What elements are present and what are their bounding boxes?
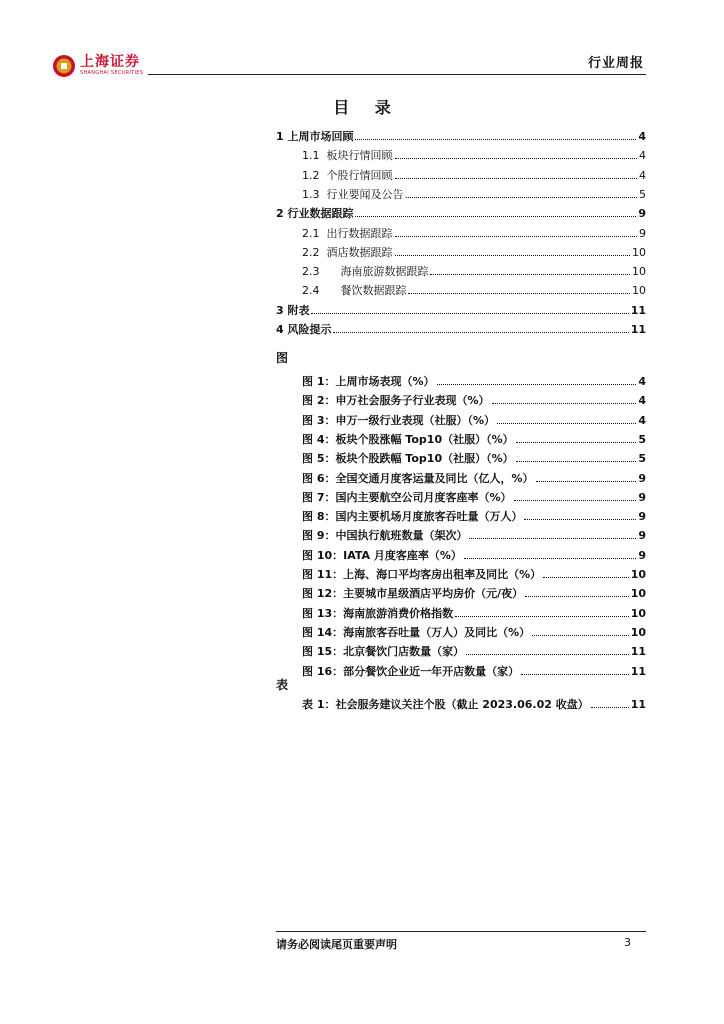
figure-entry-label: 图 5：板块个股跌幅 Top10（社服）（%） bbox=[302, 452, 514, 466]
toc-subsection-entry[interactable] bbox=[302, 240, 646, 259]
dot-leader bbox=[492, 403, 637, 404]
figure-entry[interactable] bbox=[302, 581, 646, 600]
figure-entry-label: 图 10：IATA 月度客座率（%） bbox=[302, 548, 462, 562]
dot-leader bbox=[543, 577, 629, 578]
figure-entry-label: 图 14：海南旅客吞吐量（万人）及同比（%） bbox=[302, 625, 531, 639]
figure-entry[interactable] bbox=[302, 504, 646, 523]
dot-leader bbox=[521, 674, 629, 675]
logo-emblem-icon bbox=[52, 54, 76, 78]
figure-entry[interactable] bbox=[302, 659, 646, 678]
figure-entry-page: 9 bbox=[638, 548, 646, 562]
toc-subsection-entry-page: 4 bbox=[639, 149, 646, 163]
figure-entry-label: 图 3：申万一级行业表现（社服）（%） bbox=[302, 413, 496, 427]
toc-chapter-entry[interactable] bbox=[276, 298, 646, 317]
company-logo bbox=[52, 54, 143, 78]
dot-leader bbox=[524, 519, 636, 520]
report-type: 行业周报 bbox=[587, 56, 644, 71]
figure-entry-page: 10 bbox=[630, 587, 646, 601]
dot-leader bbox=[355, 139, 636, 140]
dot-leader bbox=[497, 423, 636, 424]
figure-entry[interactable] bbox=[302, 620, 646, 639]
figure-entry-label: 图 1：上周市场表现（%） bbox=[302, 375, 435, 388]
figure-entry-page: 4 bbox=[638, 413, 646, 427]
dot-leader bbox=[516, 461, 637, 462]
figure-entry-page: 11 bbox=[630, 664, 646, 678]
figure-entry[interactable] bbox=[302, 369, 646, 388]
figure-entry-label: 图 7：国内主要航空公司月度客座率（%） bbox=[302, 490, 512, 504]
toc-chapter-entry-page: 9 bbox=[638, 207, 646, 221]
figure-entry-label: 图 12：主要城市星级酒店平均房价（元/夜） bbox=[302, 587, 524, 601]
toc-chapter-entry-label: 4 风险提示 bbox=[276, 323, 332, 336]
table-entry-label: 表 1：社会服务建议关注个股（截止 2023.06.02 收盘） bbox=[302, 698, 589, 711]
toc-subsection-entry-page: 9 bbox=[639, 226, 646, 240]
dot-leader bbox=[532, 635, 629, 636]
table-entry[interactable] bbox=[302, 692, 646, 711]
toc-chapter-entry-page: 11 bbox=[630, 303, 646, 317]
dot-leader bbox=[464, 558, 636, 559]
figure-entry[interactable] bbox=[302, 466, 646, 485]
figure-entry-page: 9 bbox=[638, 529, 646, 543]
dot-leader bbox=[406, 197, 638, 198]
toc-subsection-entry-label: 2.2 酒店数据跟踪 bbox=[302, 245, 393, 259]
figure-entry[interactable] bbox=[302, 601, 646, 620]
dot-leader bbox=[516, 442, 637, 443]
figure-entry-page: 11 bbox=[630, 645, 646, 659]
toc-chapter-entry[interactable] bbox=[276, 124, 646, 143]
dot-leader bbox=[333, 332, 628, 333]
figure-entry-label: 图 2：申万社会服务子行业表现（%） bbox=[302, 394, 490, 408]
dot-leader bbox=[466, 654, 629, 655]
dot-leader bbox=[525, 596, 629, 597]
dot-leader bbox=[455, 616, 629, 617]
dot-leader bbox=[536, 481, 637, 482]
figure-entry[interactable] bbox=[302, 408, 646, 427]
logo-cn-text: 上海证券 bbox=[80, 54, 140, 70]
dot-leader bbox=[469, 538, 636, 539]
dot-leader bbox=[395, 255, 631, 256]
dot-leader bbox=[408, 293, 630, 294]
toc-chapter-entry[interactable] bbox=[276, 201, 646, 220]
footer-divider bbox=[276, 931, 646, 932]
toc-subsection-entry-label: 2.4 餐饮数据跟踪 bbox=[302, 284, 407, 298]
figure-entry-page: 9 bbox=[638, 490, 646, 504]
dot-leader bbox=[514, 500, 637, 501]
figure-entry[interactable] bbox=[302, 523, 646, 542]
page-number: 3 bbox=[624, 936, 631, 949]
figure-entry[interactable] bbox=[302, 427, 646, 446]
figure-entry-page: 4 bbox=[638, 394, 646, 408]
toc-subsection-entry-page: 10 bbox=[632, 245, 646, 259]
figure-entry[interactable] bbox=[302, 388, 646, 407]
figure-entry-label: 图 16：部分餐饮企业近一年开店数量（家） bbox=[302, 664, 520, 678]
dot-leader bbox=[437, 384, 637, 385]
logo-en-text: SHANGHAI SECURITIES bbox=[80, 70, 144, 76]
figure-entry-label: 图 9：中国执行航班数量（架次） bbox=[302, 529, 468, 543]
figure-entry-page: 9 bbox=[638, 471, 646, 485]
figure-entry[interactable] bbox=[302, 485, 646, 504]
figure-entry-page: 10 bbox=[630, 568, 646, 581]
table-entry-page: 11 bbox=[630, 698, 646, 711]
toc-subsection-entry[interactable] bbox=[302, 143, 646, 162]
figure-entry-page: 10 bbox=[630, 606, 646, 620]
figure-entry[interactable] bbox=[302, 543, 646, 562]
figure-entry-page: 10 bbox=[630, 625, 646, 639]
figure-entry-page: 5 bbox=[638, 452, 646, 466]
toc-chapter-entry-label: 3 附表 bbox=[276, 303, 310, 317]
dot-leader bbox=[311, 313, 628, 314]
dot-leader bbox=[395, 178, 638, 179]
toc-subsection-entry-label: 2.1 出行数据跟踪 bbox=[302, 226, 393, 240]
toc-subsection-entry-label: 1.3 行业要闻及公告 bbox=[302, 187, 404, 201]
figure-entry[interactable] bbox=[302, 446, 646, 465]
figure-entry-label: 图 11：上海、海口平均客房出租率及同比（%） bbox=[302, 568, 542, 581]
figure-entry-label: 图 6：全国交通月度客运量及同比（亿人，%） bbox=[302, 471, 534, 485]
dot-leader bbox=[355, 216, 636, 217]
header-divider bbox=[148, 74, 646, 75]
figure-entry-label: 图 13：海南旅游消费价格指数 bbox=[302, 606, 454, 620]
toc-subsection-entry[interactable] bbox=[302, 182, 646, 201]
toc-subsection-entry[interactable] bbox=[302, 221, 646, 240]
toc-chapter-entry-page: 11 bbox=[630, 323, 646, 336]
toc-subsection-entry-page: 10 bbox=[632, 284, 646, 298]
toc-chapter-entry-page: 4 bbox=[638, 130, 646, 143]
toc-subsection-entry-page: 5 bbox=[639, 187, 646, 201]
figure-entry-page: 9 bbox=[638, 510, 646, 524]
footer-disclaimer-note: 请务必阅读尾页重要声明 bbox=[276, 938, 397, 951]
toc-subsection-entry-label: 2.3 海南旅游数据跟踪 bbox=[302, 265, 429, 279]
toc-subsection-entry-page: 4 bbox=[639, 168, 646, 182]
toc-title: 目 录 bbox=[333, 98, 401, 117]
page-header bbox=[0, 0, 724, 80]
tables-heading: 表 bbox=[276, 678, 289, 692]
figure-entry-page: 5 bbox=[638, 432, 646, 446]
figure-entry-page: 4 bbox=[638, 375, 646, 388]
toc-chapter-entry[interactable] bbox=[276, 317, 646, 336]
toc-subsection-entry-page: 10 bbox=[632, 265, 646, 279]
figures-heading: 图 bbox=[276, 351, 289, 365]
figure-entry-label: 图 4：板块个股涨幅 Top10（社服）（%） bbox=[302, 432, 514, 446]
figure-entry-label: 图 15：北京餐饮门店数量（家） bbox=[302, 645, 465, 659]
figure-entry[interactable] bbox=[302, 562, 646, 581]
dot-leader bbox=[395, 236, 638, 237]
dot-leader bbox=[395, 158, 638, 159]
figure-entry[interactable] bbox=[302, 639, 646, 658]
toc-subsection-entry[interactable] bbox=[302, 278, 646, 297]
figure-entry-label: 图 8：国内主要机场月度旅客吞吐量（万人） bbox=[302, 510, 523, 524]
dot-leader bbox=[430, 274, 630, 275]
toc-subsection-entry[interactable] bbox=[302, 163, 646, 182]
toc-chapter-entry-label: 1 上周市场回顾 bbox=[276, 130, 354, 143]
toc-subsection-entry-label: 1.2 个股行情回顾 bbox=[302, 168, 393, 182]
toc-subsection-entry[interactable] bbox=[302, 259, 646, 278]
dot-leader bbox=[591, 707, 629, 708]
toc-chapter-entry-label: 2 行业数据跟踪 bbox=[276, 207, 354, 221]
toc-subsection-entry-label: 1.1 板块行情回顾 bbox=[302, 149, 393, 163]
